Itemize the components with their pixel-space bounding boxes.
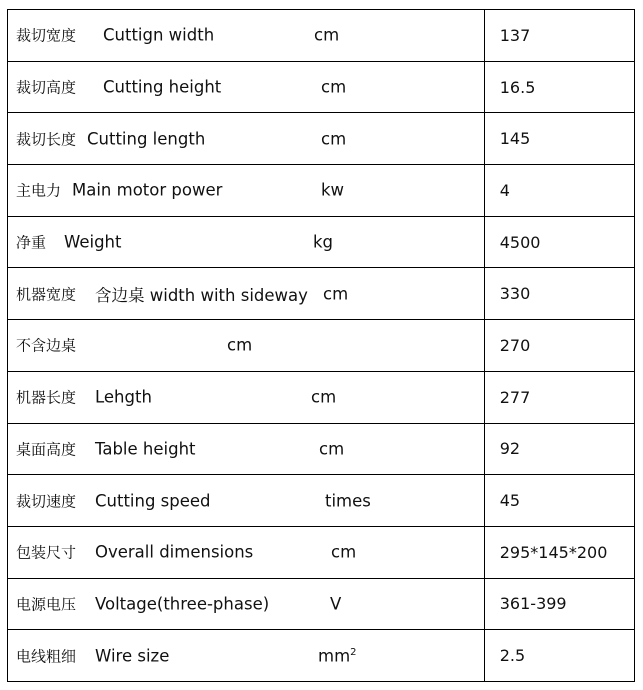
- row-label-zh: 电源电压: [16, 595, 77, 614]
- row-label-zh: 净重: [16, 233, 47, 252]
- row-label-en: Voltage(three-phase): [95, 594, 270, 614]
- table-row: [8, 475, 635, 527]
- row-value: 330: [484, 268, 634, 320]
- row-value: 137: [484, 10, 634, 62]
- table-row: [8, 526, 635, 578]
- row-label-en: Main motor power: [72, 180, 223, 200]
- row-unit: times: [325, 491, 371, 511]
- row-value: 295*145*200: [484, 526, 634, 578]
- row-unit: cm: [331, 542, 357, 562]
- row-label-zh: 主电力: [16, 181, 62, 200]
- row-value: 16.5: [484, 61, 634, 113]
- row-unit: kg: [313, 232, 334, 252]
- row-value: 2.5: [484, 630, 634, 682]
- row-unit: cm: [321, 77, 347, 97]
- label-cell: [8, 578, 485, 630]
- row-label-en: Overall dimensions: [95, 542, 254, 562]
- row-unit: cm: [314, 25, 340, 45]
- row-unit: cm: [321, 129, 347, 149]
- row-unit: cm: [227, 335, 253, 355]
- label-cell: [8, 165, 485, 217]
- label-cell: [8, 371, 485, 423]
- row-unit: cm: [323, 284, 349, 304]
- row-label-zh: 机器宽度: [16, 285, 77, 304]
- row-value: 277: [484, 371, 634, 423]
- row-label-zh: 裁切长度: [16, 130, 77, 149]
- label-cell: [8, 268, 485, 320]
- row-label-zh: 桌面高度: [16, 440, 77, 459]
- row-unit: kw: [321, 180, 345, 200]
- row-label-en: Cutting height: [103, 77, 222, 97]
- row-label-en: 含边桌 width with sideway: [95, 285, 308, 305]
- row-unit: V: [330, 594, 342, 614]
- row-label-en: Lehgth: [95, 387, 152, 407]
- row-value: 145: [484, 113, 634, 165]
- row-label-zh: 不含边桌: [16, 336, 77, 355]
- table-row: [8, 423, 635, 475]
- row-unit-base: mm: [318, 646, 351, 666]
- row-label-en: Wire size: [95, 646, 170, 666]
- label-cell: [8, 423, 485, 475]
- row-label-zh: 裁切宽度: [16, 26, 77, 45]
- table-row: [8, 61, 635, 113]
- row-label-en: Cutting speed: [95, 491, 211, 511]
- label-cell: [8, 10, 485, 62]
- row-value: 361-399: [484, 578, 634, 630]
- label-cell: [8, 113, 485, 165]
- row-label-zh: 裁切高度: [16, 78, 77, 97]
- row-label-en: Table height: [95, 439, 196, 459]
- row-label-en: Cutting length: [87, 129, 206, 149]
- label-cell: [8, 216, 485, 268]
- table-row: [8, 578, 635, 630]
- row-label-zh: 机器长度: [16, 388, 77, 407]
- row-label-zh: 包装尺寸: [16, 543, 77, 562]
- label-cell: [8, 630, 485, 682]
- row-label-en: Cuttign width: [103, 25, 215, 45]
- spec-table: [7, 9, 635, 682]
- row-label-zh: 裁切速度: [16, 492, 77, 511]
- row-unit: [318, 646, 357, 665]
- row-value: 4500: [484, 216, 634, 268]
- table-row: [8, 268, 635, 320]
- row-value: 4: [484, 165, 634, 217]
- label-cell: [8, 61, 485, 113]
- row-label-en: Weight: [64, 232, 122, 252]
- table-row: [8, 10, 635, 62]
- label-cell: [8, 526, 485, 578]
- table-row: [8, 113, 635, 165]
- row-value: 270: [484, 320, 634, 372]
- row-label-zh: 电线粗细: [16, 647, 77, 666]
- table-row: [8, 371, 635, 423]
- label-cell: [8, 475, 485, 527]
- row-unit-superscript: 2: [350, 646, 357, 658]
- table-row: [8, 165, 635, 217]
- row-unit: cm: [319, 439, 345, 459]
- table-row: [8, 630, 635, 682]
- table-row: [8, 320, 635, 372]
- row-value: 92: [484, 423, 634, 475]
- table-row: [8, 216, 635, 268]
- label-cell: [8, 320, 485, 372]
- row-unit: cm: [311, 387, 337, 407]
- row-value: 45: [484, 475, 634, 527]
